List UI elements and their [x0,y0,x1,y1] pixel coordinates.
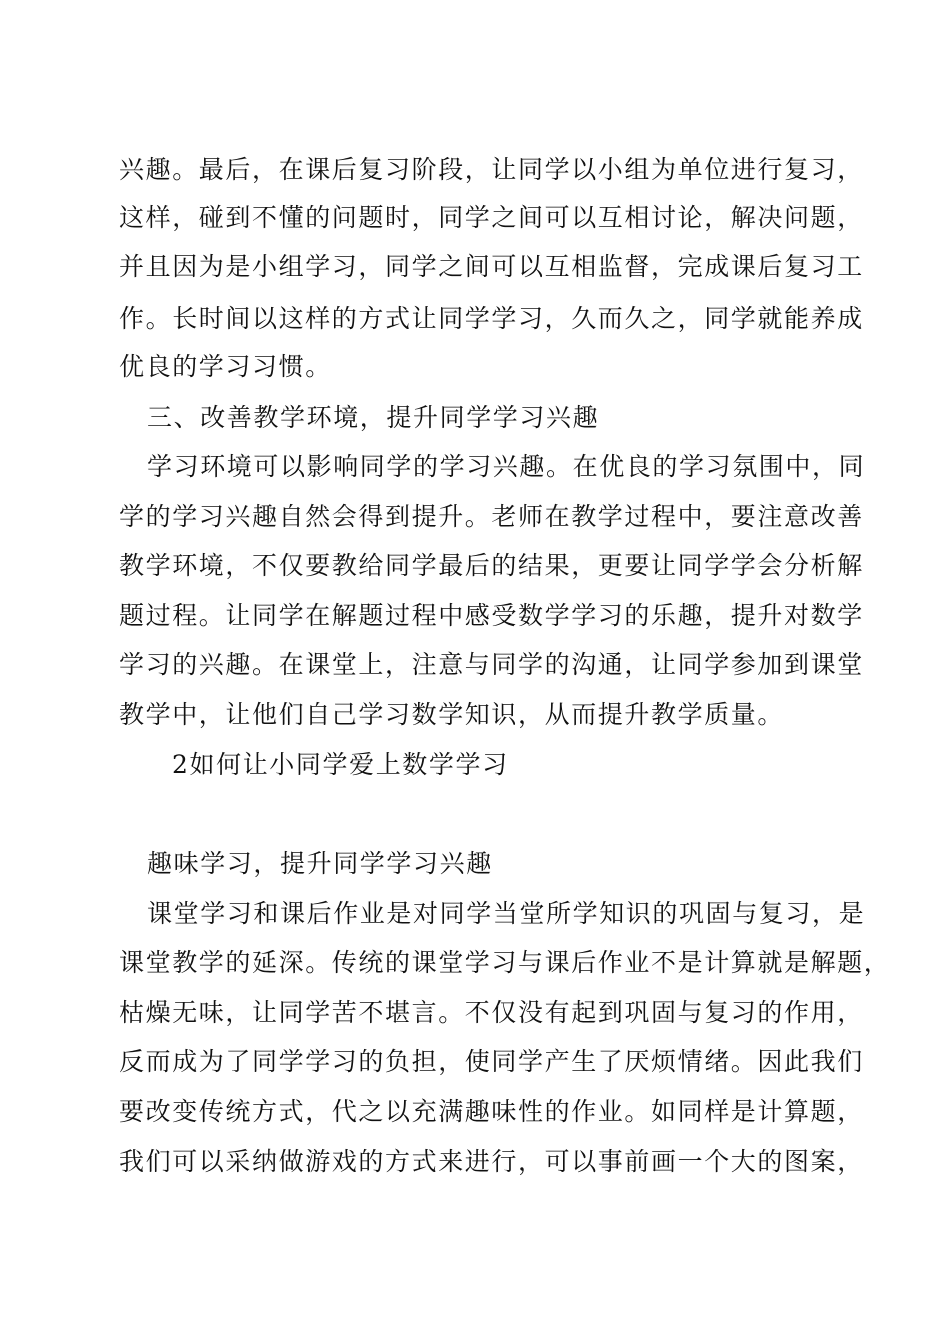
section-heading: 趣味学习，提升同学学习兴趣 [147,849,493,878]
text-line: 优良的学习习惯。 [119,352,332,381]
text-line: 我们可以采纳做游戏的方式来进行，可以事前画一个大的图案， [119,1147,864,1176]
text-line: 作。长时间以这样的方式让同学学习，久而久之，同学就能养成 [119,304,864,333]
text-line: 题过程。让同学在解题过程中感受数学学习的乐趣，提升对数学 [119,601,864,630]
text-line: 课堂学习和课后作业是对同学当堂所学知识的巩固与复习，是 [147,899,866,928]
text-line: 兴趣。最后，在课后复习阶段，让同学以小组为单位进行复习， [119,155,864,184]
text-line: 学习的兴趣。在课堂上，注意与同学的沟通，让同学参加到课堂 [119,650,864,679]
text-line: 教学环境，不仅要教给同学最后的结果，更要让同学学会分析解 [119,551,864,580]
text-line: 教学中，让他们自己学习数学知识，从而提升教学质量。 [119,700,785,729]
text-line: 这样，碰到不懂的问题时，同学之间可以互相讨论，解决问题， [119,203,864,232]
text-line: 并且因为是小组学习，同学之间可以互相监督，完成课后复习工 [119,252,864,281]
text-line: 学习环境可以影响同学的学习兴趣。在优良的学习氛围中，同 [147,452,866,481]
section-heading: 三、改善教学环境，提升同学学习兴趣 [147,403,600,432]
chapter-heading: 2如何让小同学爱上数学学习 [172,750,509,779]
text-line: 要改变传统方式，代之以充满趣味性的作业。如同样是计算题， [119,1097,864,1126]
text-line: 枯燥无味，让同学苦不堪言。不仅没有起到巩固与复习的作用， [119,998,864,1027]
text-line: 课堂教学的延深。传统的课堂学习与课后作业不是计算就是解题， [119,948,891,977]
text-line: 学的学习兴趣自然会得到提升。老师在教学过程中，要注意改善 [119,502,864,531]
text-line: 反而成为了同学学习的负担，使同学产生了厌烦情绪。因此我们 [119,1047,864,1076]
